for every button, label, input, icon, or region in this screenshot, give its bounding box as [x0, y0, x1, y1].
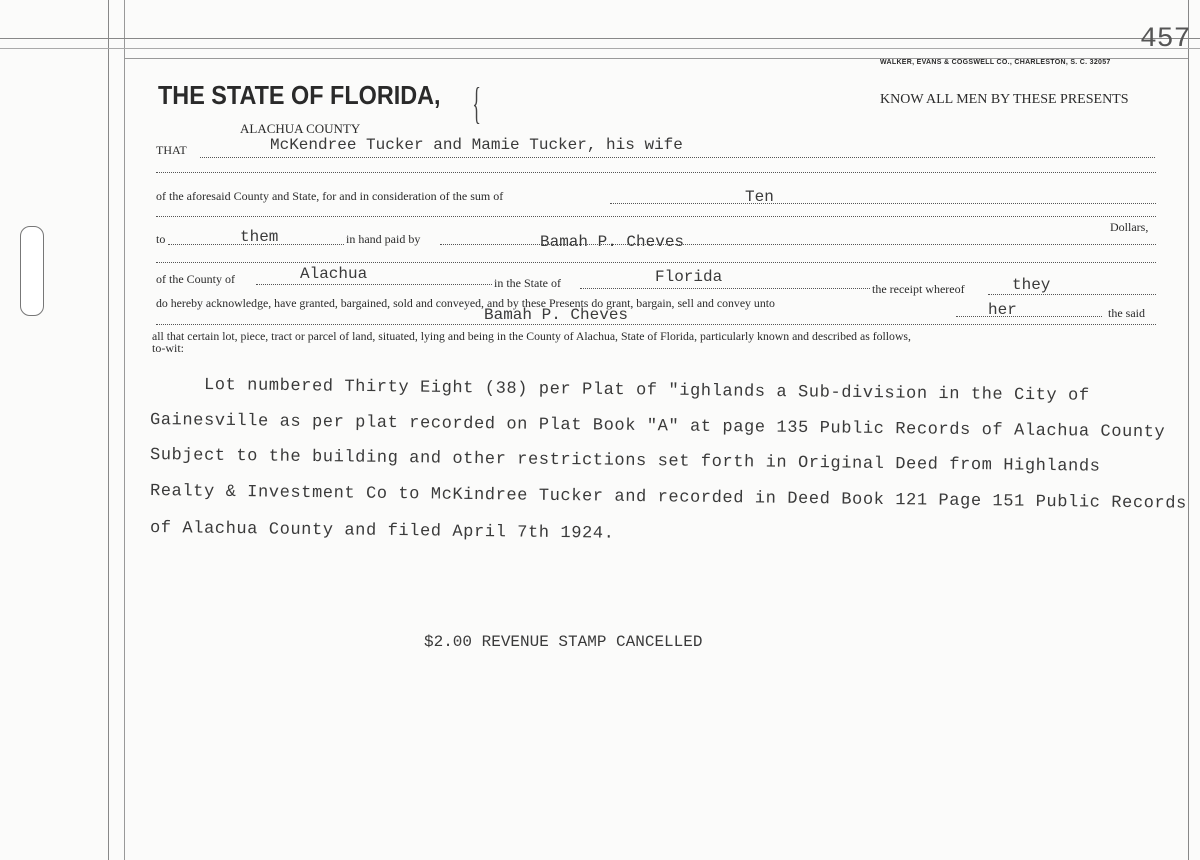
description-line-4: Realty & Investment Co to McKindree Tucker and recorded in Deed Book 121 Page 151 Public Records	[149, 482, 1188, 514]
description-line-5: of Alachua County and filed April 7th 1924.	[149, 519, 615, 544]
unto-value: her	[988, 301, 1017, 319]
description-line-2: Gainesville as per plat recorded on Plat Book "A" at page 135 Public Records of Alachua County	[149, 411, 1166, 443]
county-heading: ALACHUA COUNTY	[240, 121, 361, 136]
sum-value: Ten	[745, 188, 774, 206]
state-label: in the State of	[494, 276, 561, 290]
that-label: THAT	[156, 143, 187, 157]
printer-imprint: WALKER, EVANS & COGSWELL CO., CHARLESTON, S. C. 32057	[880, 59, 1111, 66]
brace-mark: {	[472, 79, 481, 128]
land-text-1: all that certain lot, piece, tract or parcel of land, situated, lying and being in the County of Alachua, State of Florida, particularly known and described as follows,	[152, 329, 911, 343]
land-text-2: to-wit:	[152, 341, 184, 355]
left-margin-line	[108, 0, 109, 860]
binder-hole	[20, 226, 44, 316]
receipt-value: they	[1012, 276, 1051, 294]
blank-line-4	[156, 324, 1156, 325]
county-label: of the County of	[156, 272, 235, 286]
to-value: them	[240, 228, 279, 246]
page-number: 457	[1140, 24, 1191, 55]
acknowledge-text: do hereby acknowledge, have granted, bargained, sold and conveyed, and by these Presents do grant, bargain, sell and convey unto	[156, 296, 775, 310]
top-rule	[0, 38, 1200, 39]
left-margin-line-2	[124, 0, 125, 860]
county-value: Alachua	[300, 265, 368, 283]
paid-by-value: Bamah P. Cheves	[540, 233, 685, 251]
description-line-3: Subject to the building and other restrictions set forth in Original Deed from Highlands	[149, 446, 1101, 477]
receipt-fill-line	[988, 294, 1156, 295]
grantors-value: McKendree Tucker and Mamie Tucker, his wife	[270, 136, 683, 154]
in-hand-label: in hand paid by	[346, 232, 421, 246]
receipt-label: the receipt whereof	[872, 282, 965, 296]
state-value: Florida	[655, 268, 723, 286]
state-title: THE STATE OF FLORIDA,	[158, 80, 441, 110]
unto-fill-line	[956, 316, 1102, 317]
description-line-1: Lot numbered Thirty Eight (38) per Plat of "ighlands a Sub-division in the City of	[203, 376, 1090, 406]
dollars-label: Dollars,	[1110, 220, 1149, 234]
the-said-label: the said	[1108, 306, 1145, 320]
blank-line-2	[156, 216, 1156, 217]
to-label: to	[156, 232, 166, 246]
blank-line-3	[156, 262, 1156, 263]
that-fill-line	[200, 157, 1155, 158]
know-all-men: KNOW ALL MEN BY THESE PRESENTS	[880, 92, 1129, 107]
blank-line-1	[156, 172, 1156, 173]
sum-fill-line	[610, 203, 1156, 204]
county-fill-line	[256, 284, 492, 285]
consideration-text: of the aforesaid County and State, for and in consideration of the sum of	[156, 189, 504, 203]
right-margin-line	[1188, 0, 1189, 860]
state-fill-line	[580, 288, 870, 289]
stamp-note: $2.00 REVENUE STAMP CANCELLED	[424, 633, 703, 651]
top-rule-2	[0, 48, 1200, 49]
grantee-value: Bamah P. Cheves	[484, 306, 629, 324]
